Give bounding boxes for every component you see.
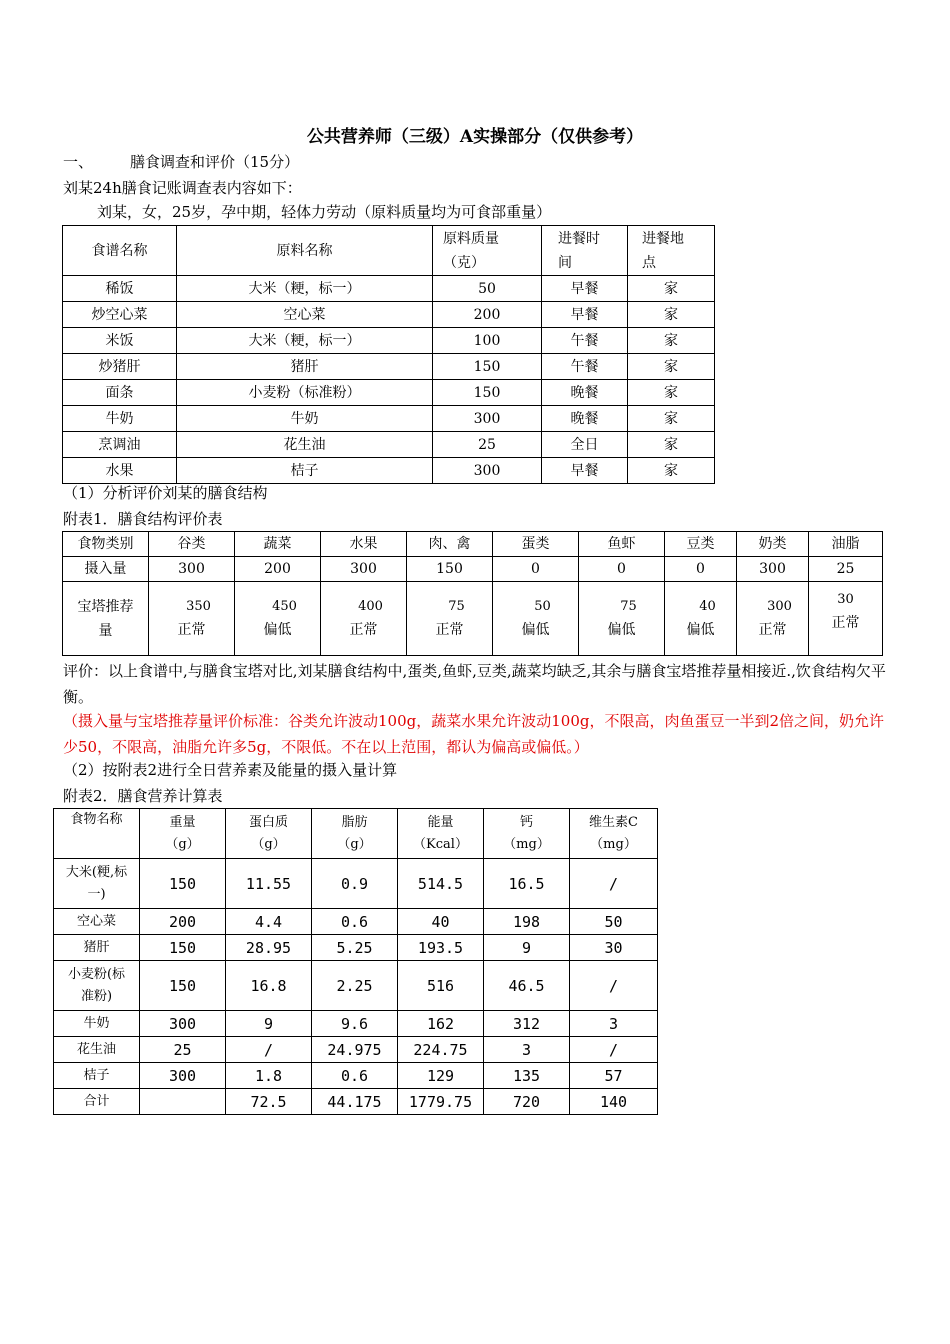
- pagoda-eval: 偏低: [263, 621, 292, 638]
- header-cell: 鱼虾: [579, 532, 665, 557]
- table-cell: 稀饭: [63, 276, 177, 302]
- table-cell: 0.9: [312, 859, 398, 909]
- intake-cell: 0: [493, 557, 579, 582]
- section-number: 一、: [63, 153, 94, 171]
- header-unit: （mg）: [590, 836, 637, 852]
- table-cell: /: [226, 1037, 312, 1063]
- intake-cell: 300: [737, 557, 809, 582]
- header-label: 蛋白质: [248, 814, 288, 830]
- table-cell: 1.8: [226, 1063, 312, 1089]
- pagoda-value: 300: [767, 598, 792, 614]
- table-cell: 合计: [54, 1089, 140, 1115]
- question-1: （1）分析评价刘某的膳食结构: [63, 484, 268, 502]
- table-cell: /: [570, 961, 658, 1011]
- table-cell: 大米（粳，标一）: [177, 328, 433, 354]
- header-label: 维生素C: [589, 814, 638, 830]
- table-cell: 早餐: [542, 276, 628, 302]
- table-cell: 花生油: [177, 432, 433, 458]
- table-cell: 空心菜: [177, 302, 433, 328]
- table-cell: 46.5: [484, 961, 570, 1011]
- table-cell: 140: [570, 1089, 658, 1115]
- subject-text: 刘某，女，25岁，孕中期，轻体力劳动（原料质量均为可食部重量）: [97, 203, 552, 221]
- header-cell: [312, 809, 398, 859]
- table-cell: 水果: [63, 458, 177, 484]
- table-row: [54, 859, 658, 909]
- table-cell: 11.55: [226, 859, 312, 909]
- table-row: [54, 961, 658, 1011]
- table-cell: 16.8: [226, 961, 312, 1011]
- table-header-row: [63, 532, 883, 557]
- header-cell: 水果: [321, 532, 407, 557]
- table-cell: 514.5: [398, 859, 484, 909]
- table-row: [63, 354, 715, 380]
- criteria-note: （摄入量与宝塔推荐量评价标准：谷类允许波动100g，蔬菜水果允许波动100g，不限高，肉鱼蛋豆一半到2倍之间，奶允许少50，不限高，油脂允许多5g，不限低。不在以上范围，都认为偏高或偏低。）: [63, 712, 885, 756]
- table-row: [63, 458, 715, 484]
- table-row: [63, 380, 715, 406]
- table-cell: 4.4: [226, 909, 312, 935]
- pagoda-value: 450: [272, 598, 297, 614]
- header-unit: （g）: [337, 836, 372, 852]
- pagoda-eval: 正常: [831, 614, 860, 631]
- table-cell: 16.5: [484, 859, 570, 909]
- table-cell: 193.5: [398, 935, 484, 961]
- header-cell: 肉、禽: [407, 532, 493, 557]
- header-cell: [398, 809, 484, 859]
- question-2: （2）按附表2进行全日营养素及能量的摄入量计算: [63, 761, 398, 779]
- table-cell: 200: [140, 909, 226, 935]
- table-cell: 25: [140, 1037, 226, 1063]
- table-cell: 224.75: [398, 1037, 484, 1063]
- table-row: [54, 1011, 658, 1037]
- table-cell: 桔子: [177, 458, 433, 484]
- header-cell: [54, 809, 140, 859]
- intake-cell: 0: [665, 557, 737, 582]
- table-cell: /: [570, 1037, 658, 1063]
- table-cell: 牛奶: [177, 406, 433, 432]
- header-cell: 谷类: [149, 532, 235, 557]
- table-cell: 300: [433, 406, 542, 432]
- table-cell: 0.6: [312, 1063, 398, 1089]
- table-cell: 早餐: [542, 302, 628, 328]
- header-label: 能量: [427, 814, 454, 830]
- table-cell: 米饭: [63, 328, 177, 354]
- table-row: [54, 1037, 658, 1063]
- table-row: [63, 276, 715, 302]
- header-cell: 食谱名称: [63, 226, 177, 276]
- table-header-row: [63, 226, 715, 276]
- header-label: 脂肪: [341, 814, 368, 830]
- intake-cell: 25: [809, 557, 883, 582]
- pagoda-value: 75: [448, 598, 465, 614]
- pagoda-eval: 正常: [758, 621, 787, 638]
- intake-cell: 300: [321, 557, 407, 582]
- table-cell: 面条: [63, 380, 177, 406]
- table-cell: 早餐: [542, 458, 628, 484]
- pagoda-cell: [493, 582, 579, 656]
- table-cell: 720: [484, 1089, 570, 1115]
- table-cell: 烹调油: [63, 432, 177, 458]
- table-cell: 25: [433, 432, 542, 458]
- table-cell: 44.175: [312, 1089, 398, 1115]
- pagoda-cell: [579, 582, 665, 656]
- table-cell: 家: [628, 354, 715, 380]
- table-cell: 大米(粳,标一): [54, 859, 140, 909]
- table-cell: 晚餐: [542, 406, 628, 432]
- header-cell: 进餐地点: [628, 226, 715, 276]
- table-cell: 5.25: [312, 935, 398, 961]
- table-cell: 猪肝: [177, 354, 433, 380]
- intake-cell: 150: [407, 557, 493, 582]
- header-cell: 油脂: [809, 532, 883, 557]
- pagoda-cell: [149, 582, 235, 656]
- pagoda-cell: [321, 582, 407, 656]
- table-cell: 300: [140, 1011, 226, 1037]
- table-row: [63, 302, 715, 328]
- header-cell: [226, 809, 312, 859]
- table-cell: 50: [570, 909, 658, 935]
- pagoda-eval: 正常: [435, 621, 464, 638]
- pagoda-cell: [809, 582, 883, 656]
- intake-cell: 0: [579, 557, 665, 582]
- pagoda-value: 350: [186, 598, 211, 614]
- table-cell: [140, 1089, 226, 1115]
- table-row: [54, 1089, 658, 1115]
- table-cell: 9: [484, 935, 570, 961]
- header-cell: [484, 809, 570, 859]
- diet-structure-table: [62, 531, 883, 656]
- table-cell: 150: [433, 354, 542, 380]
- header-label: 食物名称: [70, 812, 123, 827]
- table-cell: 家: [628, 458, 715, 484]
- table-cell: 牛奶: [54, 1011, 140, 1037]
- table-cell: 全日: [542, 432, 628, 458]
- table-cell: 3: [484, 1037, 570, 1063]
- header-unit: （g）: [251, 836, 286, 852]
- table-cell: 9: [226, 1011, 312, 1037]
- table-cell: 0.6: [312, 909, 398, 935]
- table-row: [63, 432, 715, 458]
- table-cell: 1779.75: [398, 1089, 484, 1115]
- table-cell: 大米（粳，标一）: [177, 276, 433, 302]
- pagoda-value: 30: [837, 591, 854, 607]
- pagoda-value: 400: [358, 598, 383, 614]
- pagoda-cell: [737, 582, 809, 656]
- pagoda-value: 40: [699, 598, 716, 614]
- header-cell: 食物类别: [63, 532, 149, 557]
- header-cell: [570, 809, 658, 859]
- table-cell: 小麦粉(标准粉): [54, 961, 140, 1011]
- table-cell: 牛奶: [63, 406, 177, 432]
- pagoda-eval: 偏低: [686, 621, 715, 638]
- pagoda-eval: 正常: [177, 621, 206, 638]
- pagoda-cell: [665, 582, 737, 656]
- table-cell: 花生油: [54, 1037, 140, 1063]
- table-cell: 家: [628, 432, 715, 458]
- intake-cell: 200: [235, 557, 321, 582]
- table-cell: 150: [433, 380, 542, 406]
- row-label: 宝塔推荐量: [63, 582, 149, 656]
- table-cell: 200: [433, 302, 542, 328]
- header-label: 重量: [169, 814, 196, 830]
- header-cell: 进餐时间: [542, 226, 628, 276]
- table-row: [63, 328, 715, 354]
- table-row: [54, 935, 658, 961]
- table-cell: 午餐: [542, 354, 628, 380]
- table-cell: 28.95: [226, 935, 312, 961]
- table-cell: 9.6: [312, 1011, 398, 1037]
- table-cell: 129: [398, 1063, 484, 1089]
- header-cell: [140, 809, 226, 859]
- table-header-row: [54, 809, 658, 859]
- intake-cell: 300: [149, 557, 235, 582]
- section-heading: 膳食调查和评价（15分）: [130, 153, 300, 171]
- table-cell: 午餐: [542, 328, 628, 354]
- table-cell: 50: [433, 276, 542, 302]
- table-cell: 家: [628, 406, 715, 432]
- table-cell: 150: [140, 961, 226, 1011]
- table-cell: 40: [398, 909, 484, 935]
- table-cell: 300: [433, 458, 542, 484]
- pagoda-value: 50: [534, 598, 551, 614]
- table-cell: 150: [140, 859, 226, 909]
- table-cell: 100: [433, 328, 542, 354]
- header-unit: （mg）: [503, 836, 550, 852]
- header-cell: 蛋类: [493, 532, 579, 557]
- table-row: [54, 909, 658, 935]
- table-cell: 312: [484, 1011, 570, 1037]
- table-cell: 135: [484, 1063, 570, 1089]
- table-cell: 150: [140, 935, 226, 961]
- pagoda-eval: 偏低: [521, 621, 550, 638]
- table-row: [63, 406, 715, 432]
- table-cell: 晚餐: [542, 380, 628, 406]
- header-cell: 奶类: [737, 532, 809, 557]
- table2-caption: 附表1．膳食结构评价表: [63, 510, 223, 528]
- table-cell: 72.5: [226, 1089, 312, 1115]
- pagoda-eval: 偏低: [607, 621, 636, 638]
- table-cell: 家: [628, 328, 715, 354]
- header-cell: 蔬菜: [235, 532, 321, 557]
- table-cell: 猪肝: [54, 935, 140, 961]
- table-cell: 2.25: [312, 961, 398, 1011]
- table-cell: 516: [398, 961, 484, 1011]
- header-label: 钙: [519, 814, 533, 830]
- table-cell: 300: [140, 1063, 226, 1089]
- intake-row: [63, 557, 883, 582]
- table-cell: 家: [628, 276, 715, 302]
- header-unit: （Kcal）: [413, 836, 468, 852]
- table-cell: 198: [484, 909, 570, 935]
- table-cell: 空心菜: [54, 909, 140, 935]
- row-label: 摄入量: [63, 557, 149, 582]
- table-cell: 小麦粉（标准粉）: [177, 380, 433, 406]
- table-cell: 24.975: [312, 1037, 398, 1063]
- table3-caption: 附表2．膳食营养计算表: [63, 787, 223, 805]
- evaluation-text: 评价：以上食谱中,与膳食宝塔对比,刘某膳食结构中,蛋类,鱼虾,豆类,蔬菜均缺乏,其余与膳食宝塔推荐量相接近.,饮食结构欠平衡。: [63, 662, 886, 706]
- pagoda-row: [63, 582, 883, 656]
- table-cell: 162: [398, 1011, 484, 1037]
- table-cell: 桔子: [54, 1063, 140, 1089]
- table-cell: 家: [628, 302, 715, 328]
- table-cell: 炒猪肝: [63, 354, 177, 380]
- table-cell: /: [570, 859, 658, 909]
- header-unit: （g）: [165, 836, 200, 852]
- intro-text: 刘某24h膳食记账调查表内容如下：: [63, 179, 302, 197]
- header-cell: 原料质量（克）: [433, 226, 542, 276]
- header-cell: 豆类: [665, 532, 737, 557]
- table-cell: 3: [570, 1011, 658, 1037]
- page-title: 公共营养师（三级）A实操部分（仅供参考）: [306, 127, 644, 147]
- pagoda-cell: [407, 582, 493, 656]
- header-cell: 原料名称: [177, 226, 433, 276]
- table-cell: 57: [570, 1063, 658, 1089]
- nutrient-table: [53, 808, 658, 1115]
- pagoda-value: 75: [620, 598, 637, 614]
- table-cell: 家: [628, 380, 715, 406]
- diet-record-table: [62, 225, 715, 484]
- pagoda-cell: [235, 582, 321, 656]
- table-row: [54, 1063, 658, 1089]
- table-cell: 炒空心菜: [63, 302, 177, 328]
- table-cell: 30: [570, 935, 658, 961]
- pagoda-eval: 正常: [349, 621, 378, 638]
